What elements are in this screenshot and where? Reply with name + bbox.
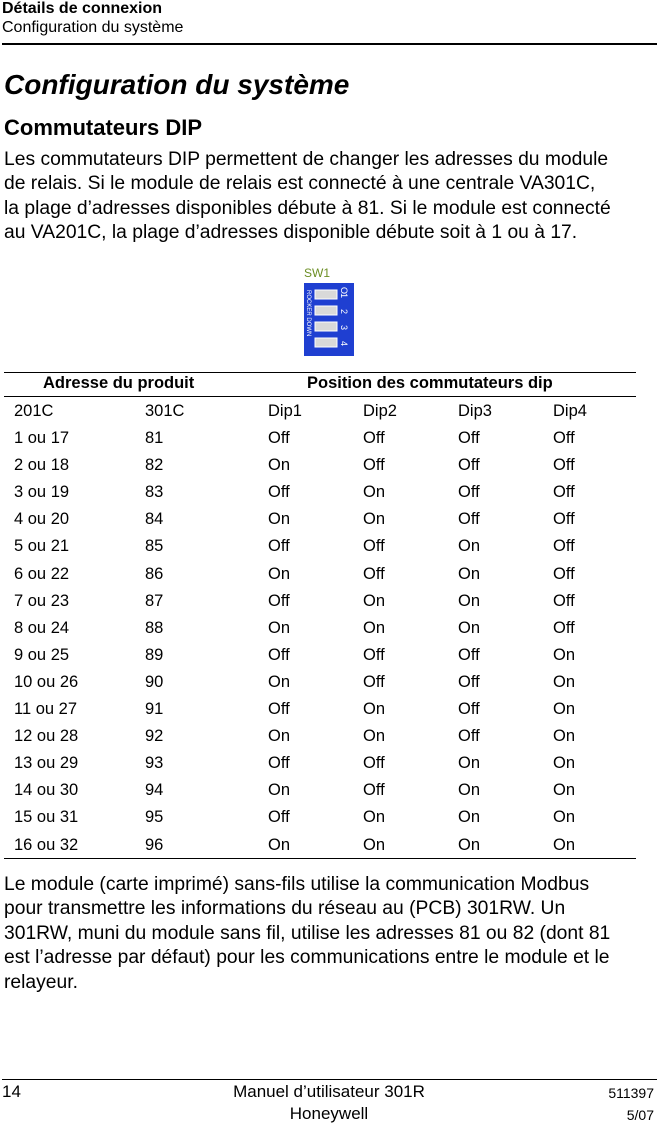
company-name: Honeywell (289, 1104, 369, 1123)
table-cell: Off (268, 808, 290, 827)
table-cell: On (268, 781, 291, 800)
outro-line: est l’adresse par défaut) pour les communications entre le module et le (4, 947, 610, 969)
table-row (0, 831, 658, 858)
table-cell: Dip1 (268, 402, 302, 420)
table-cell: On (363, 618, 386, 637)
table-row (0, 803, 658, 830)
intro-line: Les commutateurs DIP permettent de changer les adresses du module (4, 149, 609, 170)
table-cell: 91 (145, 700, 164, 719)
table-cell: Off (458, 672, 480, 691)
table-cell: 93 (145, 754, 164, 773)
table-cell: Dip2 (363, 402, 397, 420)
table-header-address: Adresse du produit (43, 374, 195, 392)
table-row (0, 749, 658, 776)
address-table (0, 397, 658, 858)
document-date: 5/07 (626, 1107, 654, 1123)
table-cell: 9 ou 25 (14, 645, 70, 664)
table-row (0, 722, 658, 749)
table-cell: Off (553, 537, 575, 556)
table-row (0, 776, 658, 803)
table-cell: Off (553, 618, 575, 637)
table-cell: On (268, 672, 291, 691)
dip-switch-figure (288, 262, 354, 356)
dip-number: 2 (339, 309, 349, 315)
table-cell: 11 ou 27 (14, 700, 78, 719)
table-cell: On (363, 483, 386, 502)
page-number: 14 (2, 1082, 21, 1101)
table-cell: Off (458, 700, 480, 719)
table-cell: 88 (145, 618, 164, 637)
table-cell: Dip4 (553, 402, 587, 420)
running-header-title: Détails de connexion (2, 0, 163, 17)
table-cell: 7 ou 23 (14, 591, 70, 610)
outro-paragraph (4, 873, 658, 995)
section-title: Commutateurs DIP (4, 115, 203, 140)
table-cell: Off (458, 645, 480, 664)
manual-title: Manuel d’utilisateur 301R (233, 1082, 425, 1101)
table-cell: On (363, 510, 386, 529)
header-rule (2, 43, 657, 45)
outro-line: 301RW, muni du module sans fil, utilise les adresses 81 ou 82 (dont 81 (4, 922, 611, 944)
outro-line: Le module (carte imprimé) sans-fils utilise la communication Modbus (4, 874, 590, 895)
table-bottom-rule (4, 858, 636, 859)
dip-on-text: O (339, 287, 349, 295)
table-cell: 301C (145, 402, 185, 420)
table-cell: On (553, 645, 576, 664)
table-cell: 6 ou 22 (14, 564, 70, 583)
table-cell: 90 (145, 672, 164, 691)
table-cell: 89 (145, 645, 164, 664)
table-cell: On (458, 591, 481, 610)
table-cell: 12 ou 28 (14, 727, 79, 746)
table-header-position: Position des commutateurs dip (307, 374, 553, 392)
table-cell: Off (268, 537, 290, 556)
table-cell: 95 (145, 808, 164, 827)
table-cell: 86 (145, 564, 164, 583)
table-cell: 81 (145, 429, 164, 448)
table-cell: 1 ou 17 (14, 429, 70, 448)
table-cell: Off (268, 645, 290, 664)
intro-line: au VA201C, la plage d’adresses disponible débute soit à 1 ou à 17. (4, 222, 578, 244)
table-cell: Off (363, 429, 385, 448)
table-cell: On (553, 672, 576, 691)
table-cell: 16 ou 32 (14, 835, 79, 854)
table-cell: Off (553, 456, 575, 475)
table-cell: 85 (145, 537, 164, 556)
table-cell: 2 ou 18 (14, 456, 70, 475)
table-cell: 82 (145, 456, 164, 475)
table-cell: 201C (14, 402, 54, 420)
outro-line: pour transmettre les informations du réseau au (PCB) 301RW. Un (4, 898, 566, 920)
table-cell: On (553, 808, 576, 827)
table-cell: On (268, 835, 291, 854)
table-cell: On (268, 727, 291, 746)
intro-line: de relais. Si le module de relais est connecté à une centrale VA301C, (4, 173, 596, 195)
table-cell: On (553, 835, 576, 854)
table-cell: 94 (145, 781, 164, 800)
table-cell: Off (363, 672, 385, 691)
table-cell: On (553, 754, 576, 773)
table-cell: On (458, 537, 481, 556)
table-cell: Off (458, 429, 480, 448)
table-cell: Dip3 (458, 402, 492, 420)
table-cell: Off (553, 483, 575, 502)
table-cell: Off (268, 700, 290, 719)
dip-number: 1 (339, 293, 349, 299)
table-cell: 5 ou 21 (14, 537, 70, 556)
table-cell: On (363, 808, 386, 827)
table-cell: 14 ou 30 (14, 781, 79, 800)
table-cell: Off (268, 591, 290, 610)
table-cell: On (363, 591, 386, 610)
table-row (0, 451, 658, 478)
table-cell: On (363, 727, 386, 746)
table-cell: On (458, 564, 481, 583)
table-cell: Off (363, 781, 385, 800)
table-cell: Off (363, 456, 385, 475)
table-cell: On (458, 618, 481, 637)
table-cell: On (363, 700, 386, 719)
table-cell: On (268, 510, 291, 529)
table-cell: Off (363, 537, 385, 556)
intro-paragraph (4, 148, 658, 246)
table-cell: On (458, 835, 481, 854)
dip-number: 4 (339, 341, 349, 347)
table-cell: 8 ou 24 (14, 618, 70, 637)
table-cell: On (458, 808, 481, 827)
table-cell: Off (553, 564, 575, 583)
table-cell: Off (553, 591, 575, 610)
table-row (0, 505, 658, 532)
intro-line: la plage d’adresses disponibles débute à 81. Si le module est connecté (4, 197, 611, 219)
table-cell: 92 (145, 727, 164, 746)
table-cell: On (363, 835, 386, 854)
table-column-header-row (0, 397, 658, 424)
table-cell: Off (363, 754, 385, 773)
table-cell: 83 (145, 483, 164, 502)
outro-line: relayeur. (4, 971, 78, 993)
table-row (0, 532, 658, 559)
table-cell: 96 (145, 835, 164, 854)
table-row (0, 560, 658, 587)
table-cell: Off (268, 754, 290, 773)
footer-rule (2, 1079, 657, 1080)
table-cell: On (553, 781, 576, 800)
page-title: Configuration du système (4, 69, 350, 100)
table-cell: 87 (145, 591, 164, 610)
table-cell: On (268, 564, 291, 583)
table-row (0, 478, 658, 505)
table-row (0, 641, 658, 668)
dip-number: 3 (339, 325, 349, 331)
table-cell: On (268, 618, 291, 637)
table-cell: On (458, 781, 481, 800)
table-cell: 3 ou 19 (14, 483, 70, 502)
table-cell: Off (458, 510, 480, 529)
table-row (0, 668, 658, 695)
table-row (0, 587, 658, 614)
table-cell: 15 ou 31 (14, 808, 79, 827)
dip-label: SW1 (304, 266, 331, 280)
table-cell: 4 ou 20 (14, 510, 70, 529)
table-cell: Off (553, 429, 575, 448)
table-cell: Off (268, 483, 290, 502)
table-row (0, 614, 658, 641)
table-cell: 10 ou 26 (14, 672, 79, 691)
table-cell: On (458, 754, 481, 773)
table-cell: Off (363, 645, 385, 664)
document-number: 511397 (608, 1085, 654, 1101)
dip-side-text: ROCKER DOWN (305, 290, 311, 337)
table-cell: Off (458, 727, 480, 746)
table-cell: On (553, 727, 576, 746)
table-cell: On (268, 456, 291, 475)
table-cell: Off (458, 456, 480, 475)
table-cell: 84 (145, 510, 164, 529)
running-header-subtitle: Configuration du système (2, 19, 184, 36)
table-cell: Off (268, 429, 290, 448)
table-row (0, 424, 658, 451)
table-row (0, 695, 658, 722)
table-cell: Off (458, 483, 480, 502)
table-cell: Off (363, 564, 385, 583)
table-cell: 13 ou 29 (14, 754, 79, 773)
table-cell: On (553, 700, 576, 719)
table-cell: Off (553, 510, 575, 529)
